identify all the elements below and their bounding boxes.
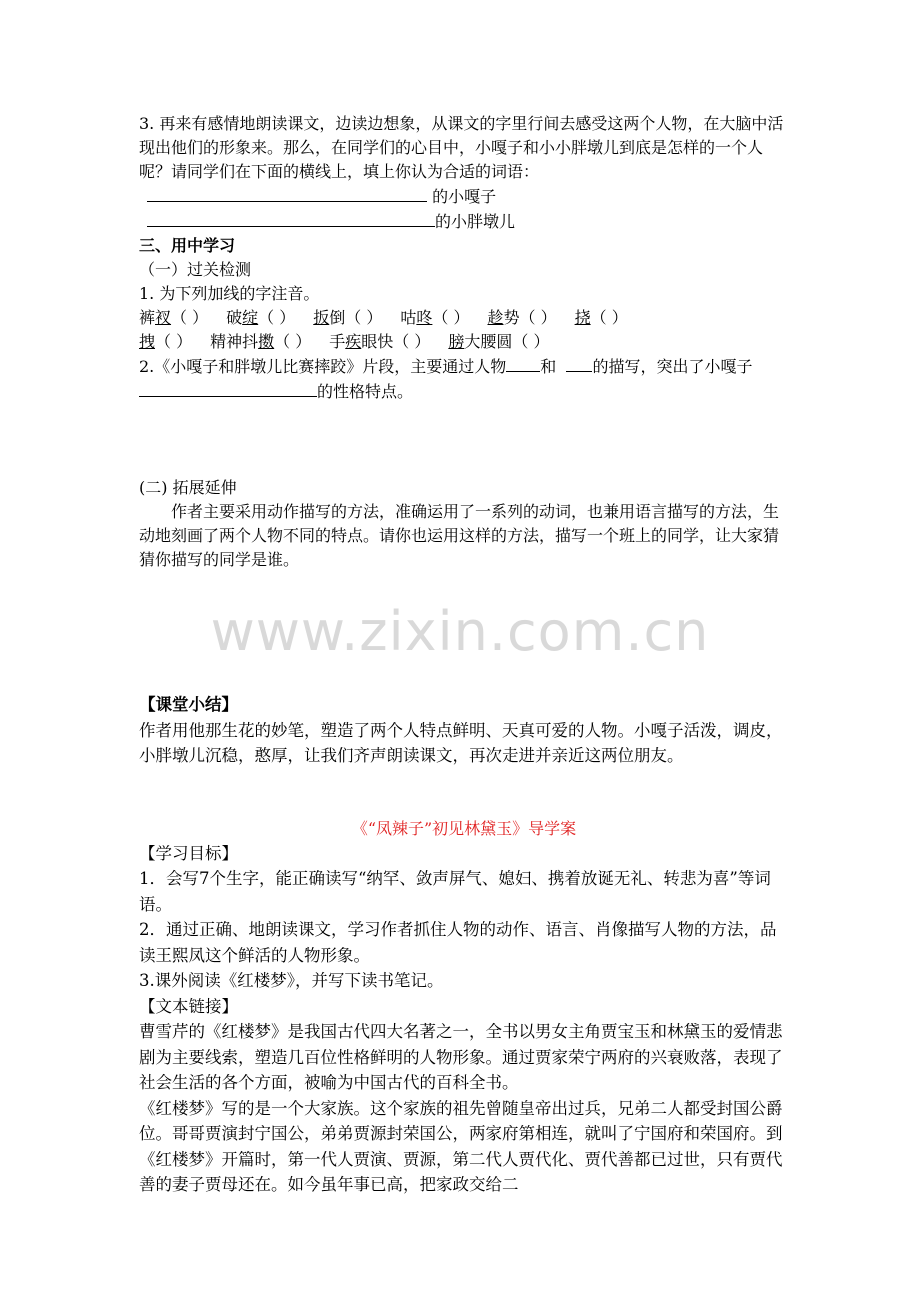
underlined-char: 绽 [242, 308, 259, 327]
pinyin-item-prefix: 裤 [139, 308, 156, 327]
question-3: 3. 再来有感情地朗读课文，边读边想象，从课文的字里行间去感受这两个人物，在大脑中活现出他们的形象来。那么，在同学们的心目中，小嘎子和小小胖墩儿到底是怎样的一个人呢？请同学们在下面的横线上，填上你认为合适的词语： [139, 114, 784, 181]
link-paragraph-2: 《红楼梦》写的是一个大家族。这个家族的祖先曾随皇帝出过兵，兄弟二人都受封国公爵位。哥哥贾演封宁国公，弟弟贾源封荣国公，两家府第相连，就叫了宁国府和荣国府。到《红楼梦》开篇时，第一代人贾演、贾源，第二代人贾代化、贾代善都已过世，只有贾代善的妻子贾母还在。如今虽年事已高，把家政交给二 [139, 1098, 783, 1194]
fill-line-1 [139, 184, 789, 209]
q2-part-c: 的描写，突出了小嘎子 [592, 357, 753, 376]
goals-heading: 【学习目标】 [139, 843, 238, 863]
link-paragraph-1: 曹雪芹的《红楼梦》是我国古代四大名著之一，全书以男女主角贾宝玉和林黛玉的爱情悲剧为主要线索，塑造几百位性格鲜明的人物形象。通过贾家荣宁两府的兴衰败落，表现了社会生活的各个方面，被喻为中国古代的百科全书。 [139, 1022, 783, 1092]
watermark: www.zixin.com.cn [210, 600, 710, 663]
lesson2-title: 《“凤辣子”初见林黛玉》导学案 [351, 818, 577, 838]
goal-1: 1．会写7个生字，能正确读写“纳罕、敛声屏气、媳妇、携着放诞无礼、转悲为喜”等词语。 [139, 869, 771, 914]
pinyin-answer-slot[interactable]: （ ） [155, 332, 193, 351]
pinyin-item-prefix: 精神抖 [210, 332, 259, 351]
underlined-char: 挠 [574, 308, 591, 327]
pinyin-answer-slot[interactable]: 眼快（ ） [361, 332, 431, 351]
fill-line-1-suffix: 的小嘎子 [427, 187, 497, 206]
blank-line[interactable] [506, 354, 540, 372]
blank-line[interactable] [139, 379, 317, 397]
pinyin-item [313, 306, 382, 330]
pinyin-item [329, 330, 430, 354]
question-1: 1. 为下列加线的字注音。 [139, 284, 320, 303]
summary-heading: 【课堂小结】 [139, 695, 238, 714]
question-2 [139, 354, 789, 404]
pinyin-item [448, 330, 549, 354]
pinyin-item-prefix: 破 [226, 308, 243, 327]
pinyin-answer-slot[interactable]: 大腰圆（ ） [464, 332, 550, 351]
pinyin-answer-slot[interactable]: （ ） [590, 308, 628, 327]
pinyin-answer-slot[interactable]: 倒（ ） [329, 308, 383, 327]
blank-line[interactable] [566, 354, 592, 372]
pinyin-row-2 [139, 330, 789, 354]
pinyin-item [400, 306, 469, 330]
pinyin-item [575, 306, 628, 330]
extension-text: 作者主要采用动作描写的方法，准确运用了一系列的动词，也兼用语言描写的方法，生动地刻画了两个人物不同的特点。请你也运用这样的方法，描写一个班上的同学，让大家猜猜你描写的同学是谁。 [139, 502, 780, 569]
pinyin-item [487, 306, 556, 330]
summary-text: 作者用他那生花的妙笔，塑造了两个人特点鲜明、天真可爱的人物。小嘎子活泼，调皮，小胖墩儿沉稳，憨厚，让我们齐声朗读课文，再次走进并亲近这两位朋友。 [139, 720, 783, 765]
pinyin-item [139, 306, 208, 330]
underlined-char: 咚 [416, 308, 433, 327]
sub-heading-2: (二) 拓展延伸 [139, 478, 237, 497]
blank-line[interactable] [147, 184, 427, 202]
sub-heading-1: （一）过关检测 [139, 260, 252, 279]
underlined-char: 擞 [258, 332, 275, 351]
pinyin-answer-slot[interactable]: （ ） [171, 308, 209, 327]
pinyin-item [139, 330, 192, 354]
underlined-char: 衩 [155, 308, 172, 327]
goal-2: 2．通过正确、地朗读课文，学习作者抓住人物的动作、语言、肖像描写人物的方法，品读王熙凤这个鲜活的人物形象。 [139, 920, 777, 965]
document-page [139, 112, 789, 1198]
goal-3: 3.课外阅读《红楼梦》，并写下读书笔记。 [139, 971, 444, 990]
underlined-char: 拽 [139, 332, 156, 351]
fill-line-2-suffix: 的小胖墩儿 [435, 212, 516, 231]
blank-line[interactable] [147, 209, 435, 227]
underlined-char: 膀 [448, 332, 465, 351]
part3-heading: 三、用中学习 [139, 236, 236, 255]
pinyin-answer-slot[interactable]: （ ） [432, 308, 470, 327]
q2-part-b: 和 [540, 357, 557, 376]
pinyin-row-1 [139, 306, 789, 330]
underlined-char: 扳 [313, 308, 330, 327]
pinyin-answer-slot[interactable]: （ ） [274, 332, 312, 351]
underlined-char: 趁 [487, 308, 504, 327]
pinyin-item [210, 330, 311, 354]
spacer [139, 769, 789, 817]
underlined-char: 疾 [345, 332, 362, 351]
link-heading: 【文本链接】 [139, 996, 238, 1016]
fill-line-2 [139, 209, 789, 234]
q2-part-d: 的性格特点。 [317, 382, 414, 401]
pinyin-answer-slot[interactable]: （ ） [258, 308, 296, 327]
pinyin-answer-slot[interactable]: 势（ ） [503, 308, 557, 327]
spacer [139, 404, 789, 476]
pinyin-item [226, 306, 295, 330]
spacer [139, 572, 789, 692]
pinyin-item-prefix: 手 [329, 332, 346, 351]
pinyin-item-prefix: 咕 [400, 308, 417, 327]
q2-part-a: 2.《小嘎子和胖墩儿比赛摔跤》片段，主要通过人物 [139, 357, 507, 376]
